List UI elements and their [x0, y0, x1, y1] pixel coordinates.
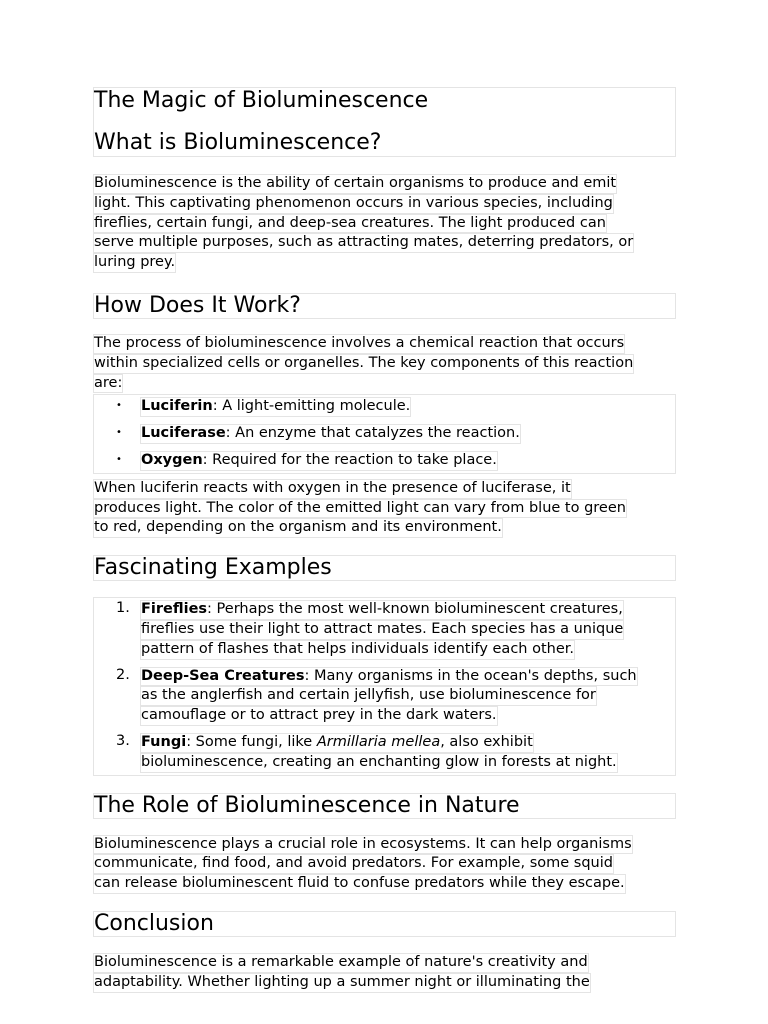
- paragraph-role: [93, 835, 676, 894]
- list-desc: : An enzyme that catalyzes the reaction.: [225, 425, 520, 442]
- text-line: Bioluminescence is the ability of certain organisms to produce and emit: [93, 174, 617, 194]
- bullet-icon: •: [116, 400, 122, 412]
- list-term: Deep-Sea Creatures: [141, 667, 305, 684]
- bullet-icon: •: [116, 427, 122, 439]
- list-item: [94, 667, 675, 726]
- list-number: 1.: [116, 600, 130, 617]
- bullet-icon: •: [116, 453, 122, 465]
- paragraph-how-outro: [93, 479, 676, 538]
- text-line: adaptability. Whether lighting up a summer night or illuminating the: [93, 973, 591, 993]
- page-title: The Magic of Bioluminescence: [94, 88, 429, 113]
- examples-list: [93, 597, 676, 775]
- text-line: Bioluminescence is a remarkable example of nature's creativity and: [93, 953, 589, 973]
- list-term: Luciferin: [141, 398, 213, 415]
- list-desc: : Some fungi, like: [186, 733, 317, 750]
- species-name: Armillaria mellea: [316, 733, 441, 750]
- text-line: pattern of flashes that helps individuals identify each other.: [140, 640, 575, 660]
- section-heading-what: What is Bioluminescence?: [94, 130, 382, 155]
- list-term: Fireflies: [141, 601, 208, 618]
- list-item: [94, 397, 675, 417]
- list-term: Oxygen: [141, 451, 203, 468]
- text-line: can release bioluminescent fluid to confuse predators while they escape.: [93, 874, 626, 894]
- text-line: When luciferin reacts with oxygen in the presence of luciferase, it: [93, 479, 572, 499]
- list-term: Fungi: [141, 733, 187, 750]
- list-term: Luciferase: [141, 425, 226, 442]
- paragraph-conclusion: [93, 953, 676, 993]
- text-line: bioluminescence, creating an enchanting glow in forests at night.: [140, 753, 618, 773]
- paragraph-what: [93, 174, 676, 273]
- text-line: are:: [93, 374, 123, 394]
- list-item: [94, 451, 675, 471]
- text-line: luring prey.: [93, 253, 176, 273]
- text-line: to red, depending on the organism and its environment.: [93, 518, 503, 538]
- list-item: [94, 733, 675, 773]
- text-line: fireflies, certain fungi, and deep-sea creatures. The light produced can: [93, 214, 607, 234]
- list-number: 2.: [116, 666, 130, 683]
- section-heading-how: How Does It Work?: [93, 293, 676, 319]
- section-heading-examples: Fascinating Examples: [93, 555, 676, 581]
- text-line: communicate, find food, and avoid predators. For example, some squid: [93, 854, 614, 874]
- list-item: [94, 424, 675, 444]
- section-heading-conclusion: Conclusion: [93, 911, 676, 937]
- text-line: The process of bioluminescence involves a chemical reaction that occurs: [93, 334, 625, 354]
- list-desc: : Perhaps the most well-known bioluminescent creatures,: [207, 601, 623, 618]
- list-desc: : A light-emitting molecule.: [212, 398, 411, 415]
- text-line: fireflies use their light to attract mates. Each species has a unique: [140, 620, 624, 640]
- list-item: [94, 600, 675, 659]
- text-line: serve multiple purposes, such as attracting mates, deterring predators, or: [93, 233, 634, 253]
- document-page: [93, 87, 676, 993]
- text-line: light. This captivating phenomenon occurs in various species, including: [93, 194, 614, 214]
- text-line: Bioluminescence plays a crucial role in ecosystems. It can help organisms: [93, 835, 633, 855]
- title-block: [93, 87, 676, 157]
- section-heading-role: The Role of Bioluminescence in Nature: [93, 793, 676, 819]
- text-line: as the anglerfish and certain jellyfish, use bioluminescence for: [140, 686, 597, 706]
- list-number: 3.: [116, 732, 130, 749]
- list-desc-cont: , also exhibit: [440, 733, 533, 750]
- list-desc: : Many organisms in the ocean's depths, such: [304, 667, 637, 684]
- text-line: camouflage or to attract prey in the dark waters.: [140, 706, 498, 726]
- text-line: within specialized cells or organelles. The key components of this reaction: [93, 354, 634, 374]
- paragraph-how-intro: [93, 334, 676, 393]
- components-list: [93, 394, 676, 473]
- text-line: produces light. The color of the emitted light can vary from blue to green: [93, 499, 627, 519]
- list-desc: : Required for the reaction to take place.: [202, 451, 497, 468]
